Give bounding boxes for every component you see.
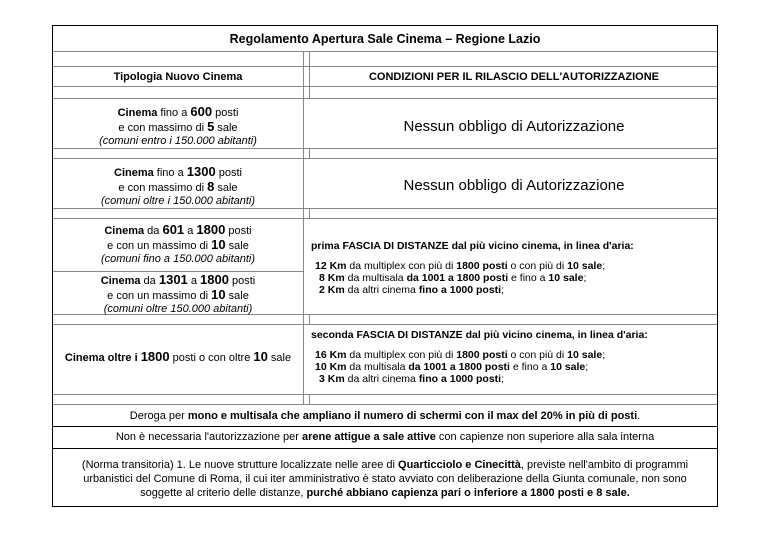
divider — [53, 208, 717, 209]
divider — [53, 426, 717, 427]
regulation-table — [52, 25, 718, 507]
row1-condition: Nessun obbligo di Autorizzazione — [403, 118, 625, 135]
divider — [53, 86, 717, 87]
column-divider — [309, 208, 310, 218]
column-divider — [309, 314, 310, 324]
row3-condition: prima FASCIA DI DISTANZE dal più vicino cinema, in linea d'aria: 12 Km da multiplex con più di 1800 posti o con più di 10 sale; 8 Km da multisala da 1001 a 1800 posti e fino a 10 sale; 2 Km da altri cinema fino a 1000 posti; — [311, 240, 634, 296]
divider — [53, 51, 717, 52]
divider — [53, 394, 717, 395]
row4-type: Cinema oltre i 1800 posti o con oltre 10 sale — [64, 349, 292, 364]
divider — [53, 98, 717, 99]
row4-condition: seconda FASCIA DI DISTANZE dal più vicino cinema, in linea d'aria: 16 Km da multiplex con più di 1800 posti o con più di 10 sale; 10 Km da multisala da 1001 a 1800 posti e fino a 10 sale; 3 Km da altri cinema fino a 1000 posti; — [311, 329, 648, 385]
divider — [53, 324, 717, 325]
arene-note: Non è necessaria l'autorizzazione per arene attigue a sale attive con capienze non superiore alla sala interna — [115, 431, 655, 443]
divider — [53, 66, 717, 67]
row2-type: Cinema fino a 1300 posti e con massimo di 8 sale (comuni oltre i 150.000 abitanti) — [100, 164, 256, 207]
row3-type-a: Cinema da 601 a 1800 posti e con un massimo di 10 sale (comuni fino a 150.000 abitanti) — [100, 222, 256, 265]
row2-condition: Nessun obbligo di Autorizzazione — [403, 177, 625, 194]
column-divider — [303, 51, 304, 404]
deroga-note: Deroga per mono e multisala che ampliano il numero di schermi con il max del 20% in più di posti. — [129, 410, 641, 422]
row3-type-b: Cinema da 1301 a 1800 posti e con un massimo di 10 sale (comuni oltre 150.000 abitanti) — [100, 272, 256, 315]
header-tipologia: Tipologia Nuovo Cinema — [113, 71, 243, 83]
divider — [53, 404, 717, 405]
page-title: Regolamento Apertura Sale Cinema – Regione Lazio — [229, 32, 541, 46]
divider — [53, 148, 717, 149]
row1-type: Cinema fino a 600 posti e con massimo di 5 sale (comuni entro i 150.000 abitanti) — [99, 104, 257, 147]
column-divider — [309, 394, 310, 404]
norma-transitoria: (Norma transitoria) 1. Le nuove strutture localizzate nelle aree di Quarticciolo e Cinecittà, previste nell'ambito di programmi urbanistici del Comune di Roma, il cui iter amministrativo è stato avviato con deliberazione della Giunta comunale, non sono soggette al criterio delle distanze, purché abbiano capienza pari o inferiore a 1800 posti e 8 sale. — [81, 459, 689, 499]
divider — [53, 158, 717, 159]
header-condizioni: CONDIZIONI PER IL RILASCIO DELL'AUTORIZZAZIONE — [368, 71, 660, 83]
divider — [53, 218, 717, 219]
divider — [53, 448, 717, 449]
column-divider — [309, 148, 310, 158]
